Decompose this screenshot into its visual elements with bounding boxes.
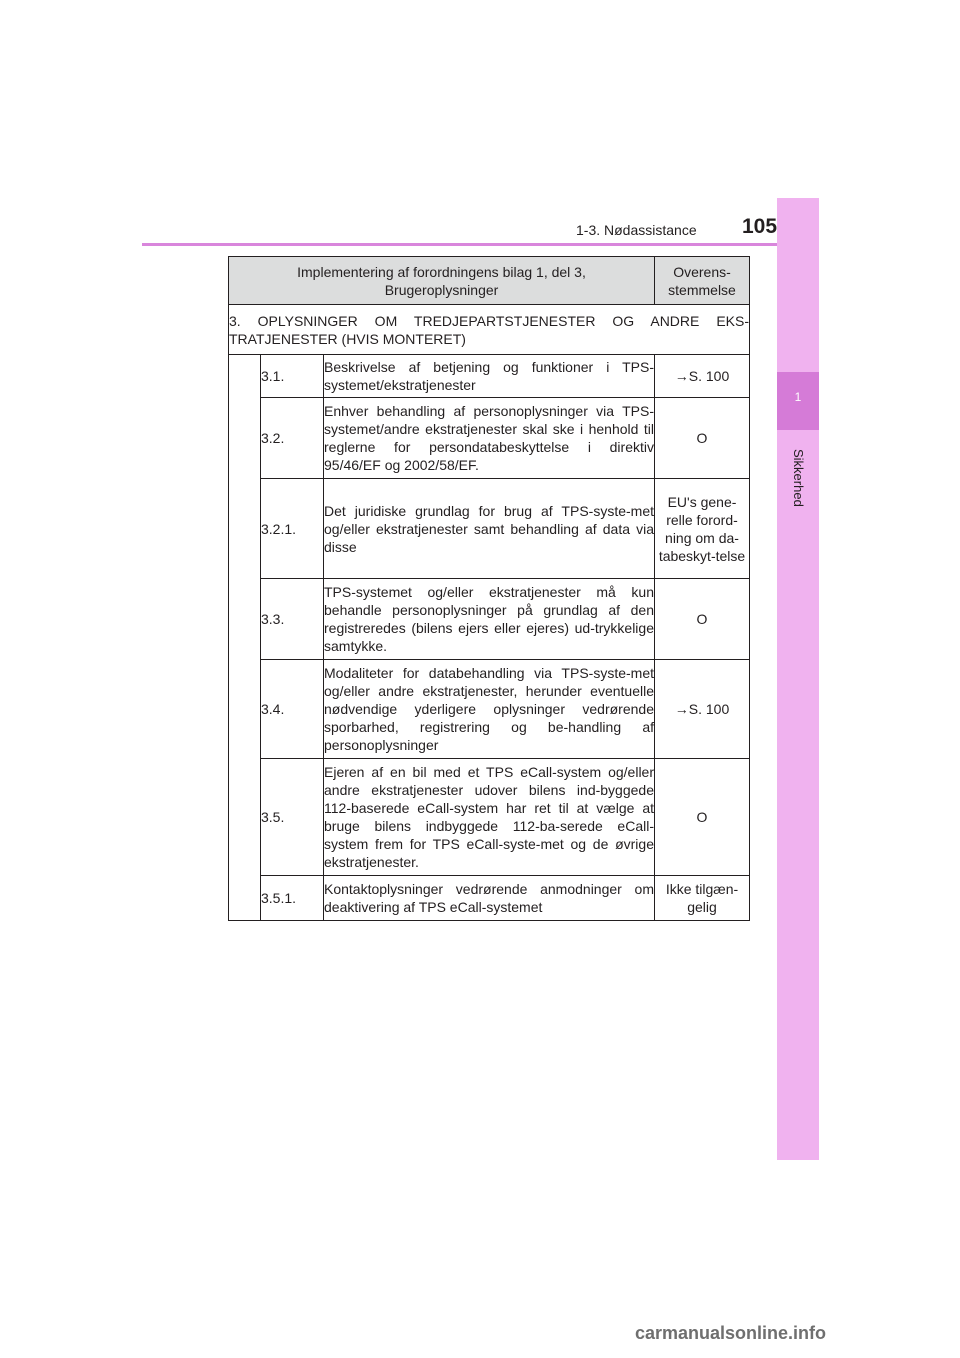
row-number: 3.5. (261, 759, 324, 876)
table-row (229, 479, 750, 579)
row-number: 3.4. (261, 660, 324, 759)
row-description: Ejeren af en bil med et TPS eCall-system og/eller andre ekstratjenester udover bilens ind-byggede 112-baserede eCall-system har ret til at vælge at bruge bilens indbyggede 112-ba-serede eCall-system frem for TPS eCall-syste-met og de øvrige ekstratjenester. (324, 759, 655, 876)
chapter-side-tab (777, 198, 819, 1160)
row-description: Beskrivelse af betjening og funktioner i TPS-systemet/ekstratjenester (324, 355, 655, 398)
table-row (229, 660, 750, 759)
indent-cell (229, 355, 261, 921)
row-number: 3.1. (261, 355, 324, 398)
row-conformity: O (655, 398, 750, 479)
row-conformity: O (655, 579, 750, 660)
compliance-table (228, 256, 750, 921)
row-description: TPS-systemet og/eller ekstratjenester må kun behandle personoplysninger på grundlag af den registreredes (bilens ejers eller ejeres) ud-trykkelige samtykke. (324, 579, 655, 660)
chapter-number: 1 (794, 390, 802, 404)
chapter-label: Sikkerhed (791, 449, 806, 507)
row-description: Modaliteter for databehandling via TPS-syste-met og/eller andre ekstratjenester, herunder eventuelle nødvendige yderligere oplysninger vedrørende sporbarhed, registrering og be-handling af personoplysninger (324, 660, 655, 759)
watermark-text: carmanualsonline.info (635, 1323, 827, 1343)
header-cell-description: Implementering af forordningens bilag 1, del 3, Brugeroplysninger (229, 257, 655, 305)
row-conformity: →S. 100 (655, 660, 750, 759)
row-number: 3.2. (261, 398, 324, 479)
page-number: 105 (742, 215, 778, 238)
row-conformity: O (655, 759, 750, 876)
table-row (229, 398, 750, 479)
header-cell-conformity: Overens-stemmelse (655, 257, 750, 305)
row-description: Kontaktoplysninger vedrørende anmodninger om deaktivering af TPS eCall-systemet (324, 876, 655, 921)
row-conformity: Ikke tilgæn-gelig (655, 876, 750, 921)
row-conformity: EU's gene-relle forord-ning om da-tabeskyt-telse (655, 479, 750, 579)
row-description: Enhver behandling af personoplysninger via TPS-systemet/andre ekstratjenester skal ske i henhold til reglerne for persondatabeskyttelse i direktiv 95/46/EF og 2002/58/EF. (324, 398, 655, 479)
table-row (229, 355, 750, 398)
header-rule (142, 243, 818, 246)
table-row (229, 759, 750, 876)
row-number: 3.5.1. (261, 876, 324, 921)
row-conformity: →S. 100 (655, 355, 750, 398)
table-row (229, 579, 750, 660)
table-header-row (229, 257, 750, 305)
row-number: 3.2.1. (261, 479, 324, 579)
section-title-cell: 3. OPLYSNINGER OM TREDJEPARTSTJENESTER OG ANDRE EKS-TRATJENESTER (HVIS MONTERET) (229, 305, 750, 355)
table-row (229, 876, 750, 921)
row-number: 3.3. (261, 579, 324, 660)
row-description: Det juridiske grundlag for brug af TPS-syste-met og/eller ekstratjenester samt behandling af data via disse (324, 479, 655, 579)
section-row (229, 305, 750, 355)
section-title: 1-3. Nødassistance (576, 222, 697, 238)
